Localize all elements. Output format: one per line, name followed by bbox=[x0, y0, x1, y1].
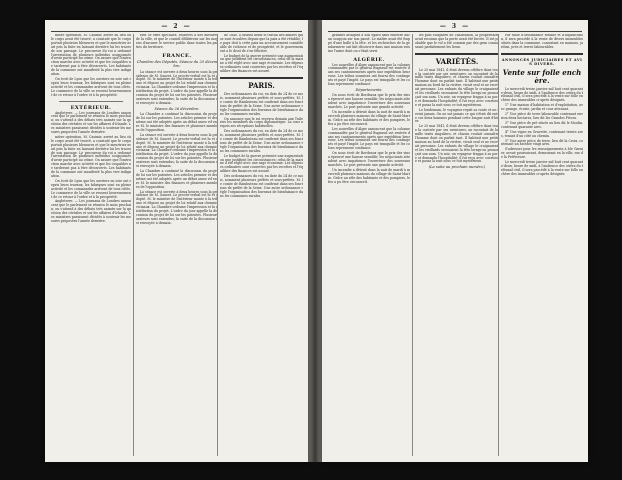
article-text: de 1840. Il faudra bénir le travail des années qui se sont écoulées depuis que la paix a été rétablie; le pays doit à cette paix un accroissement considérable de richesse et de prospérité, et le gouvernement a le droit de s'en féliciter. bbox=[220, 34, 303, 53]
article-text: Le 20 mai 1841, il était devenu célèbre dans toute la contrée par ses aventures; on racontait de lui mille traits singuliers, et chacun voulait connaître l'homme dont on parlait tant. Il habitait une petite maison au bord de la rivière, vivait seul et ne recevait personne. Les enfants du village le craignaient, et les vieillards secouaient la tête lorsqu'on prononçait son nom. Un soir, un voyageur frappa à sa porte et demanda l'hospitalité; il fut reçu avec courtoisie et passa la nuit sous ce toit mystérieux. bbox=[415, 67, 499, 107]
article-text: Les nouvelles d'Alger annoncent que la colonne commandée par le général Bugeaud est rentrée dans ses cantonnements après une expédition heureuse. Les tribus soumises ont fourni des contingents et payé l'impôt. Le pays est tranquille et les colons reprennent confiance. bbox=[328, 126, 410, 151]
newspaper-page-left bbox=[45, 20, 308, 462]
column-1 bbox=[51, 34, 131, 456]
list-item: 2° Une pièce de terre labourable contenant environ deux hectares, lieu dit les Grandes Pièces. bbox=[501, 112, 583, 120]
section-heading: PARIS. bbox=[248, 81, 275, 91]
announcements-heading: ANNONCES JUDICIAIRES ET AVIS DIVERS. bbox=[501, 57, 583, 67]
article-text: Angleterre. — Les journaux de Londres annoncent que le parlement se réunira le mois prochain; on s'attend à des débats très animés sur la question des céréales et sur les affaires d'Irlande. Les ministres paraissent décidés à soutenir les mesures proposées l'année dernière. bbox=[51, 110, 131, 135]
article-text: rien ce effet spéciales, relatives à des mesures de la ville, et que le conseil délibérera sur les moyens d'assurer le service public dans toutes les parties du territoire. bbox=[136, 34, 218, 49]
article-text: Un incendie a détruit dans la nuit de mardi à mercredi plusieurs maisons du village de Saint-Martin. Grâce au zèle des habitants et des pompiers, le feu a pu être circonscrit. bbox=[328, 110, 410, 126]
article-text: Le lendemain, le voyageur reprit sa route et ne revint jamais. On ne sut jamais ce qui s'était dit entre ces deux hommes pendant cette longue nuit d'hiver. bbox=[415, 107, 499, 124]
article-text: Un incendie a détruit dans la nuit de mardi à mercredi plusieurs maisons du village de Saint-Martin. Grâce au zèle des habitants et des pompiers, le feu a pu être circonscrit. bbox=[328, 167, 410, 184]
section-heading: VARIÉTÉS. bbox=[435, 56, 479, 66]
section-heading: Vente sur folle enchère. bbox=[502, 67, 582, 85]
list-item: 4° Une vigne en Gravette, contenant trente ares, tenant d'un côté au chemin. bbox=[501, 129, 583, 138]
list-item: 5° Une autre pièce de terre, lieu dit la Croix, contenant un hectare vingt ares. bbox=[501, 138, 583, 147]
article-text: Des ordonnances du roi, en date du 24 de ce mois, nomment plusieurs préfets et sous-préfets. M. le comte de Rambuteau est confirmé dans ses fonctions de préfet de la Seine. Une autre ordonnance règle l'organisation des bureaux de bienfaisance dans les communes rurales. bbox=[220, 92, 303, 116]
section-heading: EXTÉRIEUR. bbox=[70, 104, 112, 111]
article-text: La Chambre a continué la discussion du projet de loi sur les patentes. Les articles premier et deuxième ont été adoptés après un débat assez vif entre M. le ministre des finances et plusieurs membres de l'opposition. bbox=[136, 168, 218, 189]
page-columns bbox=[328, 34, 582, 456]
article-text: Angleterre. — Les journaux de Londres annoncent que le parlement se réunira le mois prochain; on s'attend à des débats très animés sur la question des céréales et sur les affaires d'Irlande. Les ministres paraissent décidés à soutenir les mesures proposées l'année dernière. bbox=[51, 199, 131, 223]
section-heading: FRANCE. bbox=[162, 52, 192, 59]
article-text: La séance est ouverte à deux heures sous la présidence de M. Sauzet. Le procès-verbal est lu et adopté. M. le ministre de l'intérieur monte à la tribune et dépose un projet de loi relatif aux chemins vicinaux. La Chambre ordonne l'impression et la distribution du projet. L'ordre du jour appelle la discussion du projet de loi sur les patentes. Plusieurs orateurs sont entendus; la suite de la discussion est renvoyée à demain. bbox=[136, 69, 218, 105]
article-text: On nous écrit de Bordeaux que le prix des vins a éprouvé une hausse sensible; les négociants attendent avec impatience l'ouverture des nouveaux marchés. Le port présente une grande activité. bbox=[328, 151, 410, 167]
list-item: 3° Une pièce de pré située au lieu dit le Moulin, contenant quarante ares. bbox=[501, 120, 583, 129]
article-text: mière opération, M. Casimir, arrivé au lieu où le corps avait été trouvé, a constaté que le corps portait plusieurs blessures et que le meurtrier avait pris la fuite en laissant derrière lui les traces de son passage. Le procureur du roi a ordonné l'arrestation de plusieurs individus soupçonnés d'avoir participé au crime. On assure que l'instruction marche avec activité et que les coupables ne tarderont pas à être découverts. Les habitants de la commune ont manifesté la plus vive indignation. bbox=[51, 134, 131, 178]
section-divider bbox=[415, 53, 499, 55]
header-rule bbox=[51, 31, 302, 32]
article-text: Des ordonnances du roi, en date du 24 de ce mois, nomment plusieurs préfets et sous-préfets. M. le comte de Rambuteau est confirmé dans ses fonctions de préfet de la Seine. Une autre ordonnance règle l'organisation des bureaux de bienfaisance dans les communes rurales. bbox=[220, 129, 303, 153]
page-folio: — 2 — bbox=[161, 23, 192, 30]
page-columns bbox=[51, 34, 302, 456]
column-2 bbox=[412, 34, 499, 456]
article-text: Le budget de la guerre présente une augmentation que justifient les circonstances; celui de la marine a été réglé avec une sage économie. Les dépenses ordinaires sont couvertes par les recettes et l'équilibre des finances est assuré. bbox=[220, 153, 303, 174]
section-divider bbox=[220, 77, 303, 79]
article-text: Les nouvelles d'Alger annoncent que la colonne commandée par le général Bugeaud est rentrée dans ses cantonnements après une expédition heureuse. Les tribus soumises ont fourni des contingents et payé l'impôt. Le pays est tranquille et les colons reprennent confiance. bbox=[328, 62, 410, 87]
section-divider bbox=[501, 53, 583, 55]
column-3 bbox=[498, 34, 583, 456]
list-item: 1° Une maison d'habitation et d'exploitation, avec grange, écurie, jardin et cour attenant. bbox=[501, 103, 583, 112]
column-3 bbox=[217, 34, 303, 456]
article-text: On écrit de Lyon que les ouvriers en soie ont repris leurs travaux; les fabriques sont en pleine activité et les commandes arrivent de tous côtés. Le commerce de la ville se ressent heureusement de ce retour à l'ordre et à la prospérité. bbox=[51, 178, 131, 199]
article-text: La séance est ouverte à deux heures sous la présidence de M. Sauzet. Le procès-verbal est lu et adopté. M. le ministre de l'intérieur monte à la tribune et dépose un projet de loi relatif aux chemins vicinaux. La Chambre ordonne l'impression et la distribution du projet. L'ordre du jour appelle la discussion du projet de loi sur les patentes. Plusieurs orateurs sont entendus; la suite de la discussion est renvoyée à demain. bbox=[136, 189, 218, 225]
section-subheading: Chambre des Députés. Séance du 25 décembre. bbox=[136, 59, 218, 69]
newspaper-page-right bbox=[322, 20, 588, 462]
article-text: On nous écrit de Bordeaux que le prix des vins a éprouvé une hausse sensible; les négociants attendent avec impatience l'ouverture des nouveaux marchés. Le port présente une grande activité. bbox=[328, 93, 410, 110]
section-divider bbox=[59, 101, 123, 102]
article-text: Par suite d'ordonnance rendue et d'adjudication, il sera procédé à la vente de divers immeubles situés dans la commune, consistant en maisons, jardins, prés et terres labourables. bbox=[501, 34, 583, 49]
article-text: On écrit de Lyon que les ouvriers en soie ont repris leurs travaux; les fabriques sont en pleine activité et les commandes arrivent de tous côtés. Le commerce de la ville se ressent heureusement de ce retour à l'ordre et à la prospérité. bbox=[51, 76, 131, 97]
page-folio: — 3 — bbox=[439, 23, 471, 30]
article-text: mière opération, M. Casimir, arrivé au lieu où le corps avait été trouvé, a constaté que le corps portait plusieurs blessures et que le meurtrier avait pris la fuite en laissant derrière lui les traces de son passage. Le procureur du roi a ordonné l'arrestation de plusieurs individus soupçonnés d'avoir participé au crime. On assure que l'instruction marche avec activité et que les coupables ne tarderont pas à être découverts. Les habitants de la commune ont manifesté la plus vive indignation. bbox=[51, 34, 131, 77]
article-text: S'adresser pour les renseignements à Me Garnier, avoué poursuivant, demeurant en la ville, rue de la Préfecture. bbox=[501, 147, 583, 160]
article-text: grandes attaques à son égard sans émettre aucun soupçon sur son passé. Le maître avait été frappé d'une balle à la tête, et les recherches de la gendarmerie ont fait découvrir dans une maison voisine l'arme dont on s'était servi. bbox=[328, 34, 410, 53]
article-text: Le 20 mai 1841, il était devenu célèbre dans toute la contrée par ses aventures; on racontait de lui mille traits singuliers, et chacun voulait connaître l'homme dont on parlait tant. Il habitait une petite maison au bord de la rivière, vivait seul et ne recevait personne. Les enfants du village le craignaient, et les vieillards secouaient la tête lorsqu'on prononçait son nom. Un soir, un voyageur frappa à sa porte et demanda l'hospitalité; il fut reçu avec courtoisie et passa la nuit sous ce toit mystérieux. bbox=[415, 124, 499, 164]
header-rule bbox=[328, 31, 582, 32]
article-text: Des ordonnances du roi, en date du 24 de ce mois, nomment plusieurs préfets et sous-préfets. M. le comte de Rambuteau est confirmé dans ses fonctions de préfet de la Seine. Une autre ordonnance règle l'organisation des bureaux de bienfaisance dans les communes rurales. bbox=[220, 174, 303, 198]
column-2 bbox=[133, 34, 218, 456]
article-text: La Chambre a continué la discussion du projet de loi sur les patentes. Les articles premier et deuxième ont été adoptés après un débat assez vif entre M. le ministre des finances et plusieurs membres de l'opposition. bbox=[136, 112, 218, 132]
article-text: les plus éloignées de l'habitation, la propriétaire avait reconnu que la porte avait été forcée. Il est probable que le vol a été commis par des gens connaissant parfaitement les lieux. bbox=[415, 34, 499, 49]
article-text: Le mercredi treize janvier mil huit cent quarante-deux, heure de midi, à l'audience des criées du tribunal civil, il sera procédé à la vente sur folle enchère des immeubles ci-après désignés. bbox=[501, 86, 583, 103]
section-subheading: Départements. bbox=[355, 87, 383, 92]
article-text: La séance est ouverte à deux heures sous la présidence de M. Sauzet. Le procès-verbal est lu et adopté. M. le ministre de l'intérieur monte à la tribune et dépose un projet de loi relatif aux chemins vicinaux. La Chambre ordonne l'impression et la distribution du projet. L'ordre du jour appelle la discussion du projet de loi sur les patentes. Plusieurs orateurs sont entendus; la suite de la discussion est renvoyée à demain. bbox=[136, 132, 218, 169]
section-subheading: Séance du 26 décembre. bbox=[154, 106, 200, 111]
article-text: Le budget de la guerre présente une augmentation que justifient les circonstances; celui de la marine a été réglé avec une sage économie. Les dépenses ordinaires sont couvertes par les recettes et l'équilibre des finances est assuré. bbox=[220, 53, 303, 74]
column-1 bbox=[328, 34, 410, 456]
continuation-note: (La suite au prochain numéro.) bbox=[428, 165, 486, 170]
article-text: Le mercredi treize janvier mil huit cent quarante-deux, heure de midi, à l'audience des criées du tribunal civil, il sera procédé à la vente sur folle enchère des immeubles ci-après désignés. bbox=[501, 160, 583, 176]
article-text: On annonce que le roi recevra demain aux Tuileries les membres du corps diplomatique. La cour a repris ses réceptions habituelles. bbox=[220, 116, 303, 129]
section-heading: ALGÉRIE. bbox=[353, 56, 385, 63]
